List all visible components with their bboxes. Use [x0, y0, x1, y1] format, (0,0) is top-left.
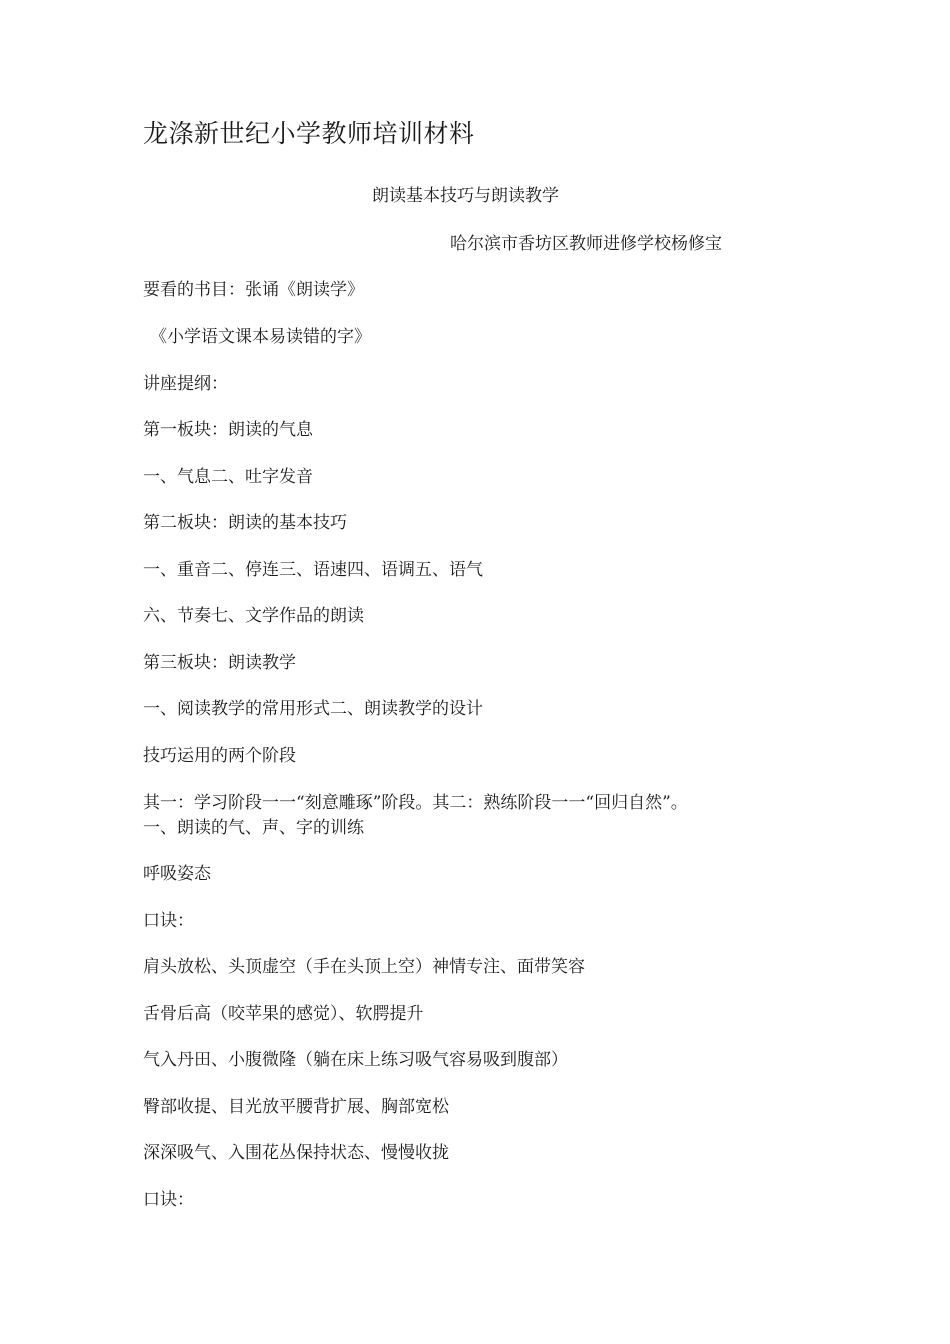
text-line-mnemonic-1: 肩头放松、头顶虚空（手在头顶上空）神情专注、面带笑容 [143, 957, 585, 977]
text-line-training-heading: 一、朗读的气、声、字的训练 [143, 818, 364, 838]
text-line-stages-detail: 其一：学习阶段一一“刻意雕琢”阶段。其二：熟练阶段一一“回归自然”。 [143, 793, 688, 813]
text-line-mnemonic-2: 舌骨后高（咬苹果的感觉）、软腭提升 [143, 1004, 424, 1024]
text-line-mnemonic-5: 深深吸气、入围花丛保持状态、慢慢收拢 [143, 1143, 449, 1163]
text-line-outline-heading: 讲座提纲： [143, 374, 228, 394]
text-line-section-two: 第二板块：朗读的基本技巧 [143, 513, 347, 533]
text-line-section-two-items-b: 六、节奏七、文学作品的朗读 [143, 606, 364, 626]
text-line-section-three: 第三板块：朗读教学 [143, 653, 296, 673]
text-line-mnemonic-label: 口诀： [143, 911, 194, 931]
text-line-breathing-posture: 呼吸姿态 [143, 864, 211, 884]
document-title: 龙涤新世纪小学教师培训材料 [143, 119, 475, 148]
text-line-mnemonic-4: 臀部收提、目光放平腰背扩展、胸部宽松 [143, 1097, 449, 1117]
text-line-mnemonic-label-2: 口诀： [143, 1190, 194, 1210]
text-line-section-two-items-a: 一、重音二、停连三、语速四、语调五、语气 [143, 560, 483, 580]
text-line-section-three-items: 一、阅读教学的常用形式二、朗读教学的设计 [143, 699, 483, 719]
text-line-reading-list: 要看的书目：张诵《朗读学》 [143, 280, 364, 300]
text-line-section-one-items: 一、气息二、吐字发音 [143, 467, 313, 487]
text-line-mnemonic-3: 气入丹田、小腹微隆（躺在床上练习吸气容易吸到腹部） [143, 1050, 568, 1070]
document-author: 哈尔滨市香坊区教师进修学校杨修宝 [450, 234, 722, 254]
document-subtitle: 朗读基本技巧与朗读教学 [372, 186, 559, 206]
text-line-book-title: 《小学语文课本易读错的字》 [150, 327, 371, 347]
text-line-two-stages: 技巧运用的两个阶段 [143, 746, 296, 766]
text-line-section-one: 第一板块：朗读的气息 [143, 420, 313, 440]
